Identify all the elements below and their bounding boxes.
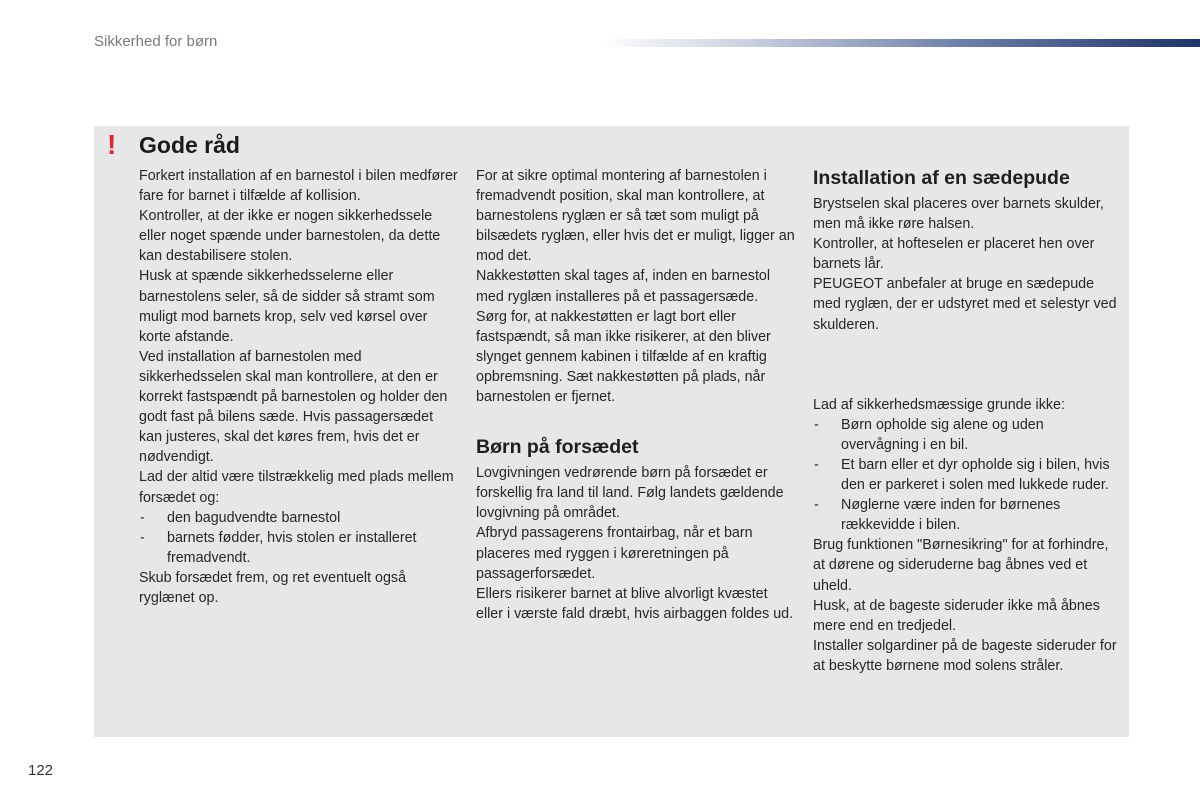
paragraph: Brystselen skal placeres over barnets skulder, men må ikke røre halsen. <box>813 196 1104 233</box>
paragraph: Kontroller, at hofteselen er placeret hen over barnets lår. <box>813 236 1095 273</box>
list-item-text: den bagudvendte barnestol <box>167 509 341 526</box>
paragraph: Husk at spænde sikkerhedsselerne eller barnestolens seler, så de sidder så stramt som muligt mod barnets krop, selv ved kørsel over korte afstande. <box>139 268 435 345</box>
section-heading-front-seat: Børn på forsædet <box>476 436 639 459</box>
list-item-text: Nøglerne være inden for børnenes rækkevidde i bilen. <box>841 497 1061 534</box>
list-item-text: Børn opholde sig alene og uden overvågning i en bil. <box>841 416 1044 453</box>
paragraph: Brug funktionen "Børnesikring" for at forhindre, at dørene og sideruderne bag åbnes ved et uheld. <box>813 537 1109 594</box>
paragraph: Ellers risikerer barnet at blive alvorligt kvæstet eller i værste fald dræbt, hvis airbaggen foldes ud. <box>476 585 794 622</box>
paragraph: Kontroller, at der ikke er nogen sikkerhedssele eller noget spænde under barnestolen, da dette kan destabilisere stolen. <box>139 208 441 265</box>
paragraph: PEUGEOT anbefaler at bruge en sædepude med ryglæn, der er udstyret med et selestyr ved skulderen. <box>813 276 1117 333</box>
column-3 <box>813 164 1123 676</box>
list-item <box>139 508 459 528</box>
paragraph: Forkert installation af en barnestol i bilen medfører fare for barnet i tilfælde af kollision. <box>139 168 458 205</box>
page-number: 122 <box>28 762 54 779</box>
list-item <box>813 415 1123 455</box>
list-item-text: barnets fødder, hvis stolen er installeret fremadvendt. <box>167 529 417 566</box>
list-marker: - <box>140 529 145 546</box>
section-heading-booster-seat: Installation af en sædepude <box>813 167 1070 189</box>
paragraph: Lad der altid være tilstrækkelig med plads mellem forsædet og: <box>139 469 454 506</box>
header-gradient-bar <box>600 39 1200 47</box>
paragraph: Ved installation af barnestolen med sikkerhedsselen skal man kontrollere, at den er korrekt fastspændt på barnestolen og holder den godt fast på bilens sæde. Hvis passagersædet kan justeres, skal det køres frem, hvis det er nødvendigt. <box>139 348 448 466</box>
list-item-text: Et barn eller et dyr opholde sig i bilen, hvis den er parkeret i solen med lukkede ruder. <box>841 456 1110 494</box>
list-item <box>813 455 1123 495</box>
paragraph: For at sikre optimal montering af barnestolen i fremadvendt position, skal man kontrollere, at barnestolens ryglæn er så tæt som muligt på bilsædets ryglæn, eller hvis det er muligt, ligger an mod det. <box>476 168 795 265</box>
paragraph: Afbryd passagerens frontairbag, når et barn placeres med ryggen i køreretningen på passagerforsædet. <box>476 525 753 582</box>
spacer <box>813 335 1123 395</box>
list-item <box>139 528 459 568</box>
column-2 <box>476 166 796 624</box>
paragraph: Lad af sikkerhedsmæssige grunde ikke: <box>813 396 1065 413</box>
paragraph: Skub forsædet frem, og ret eventuelt også ryglænet op. <box>139 569 407 606</box>
list-item <box>813 495 1123 535</box>
paragraph: Lovgivningen vedrørende børn på forsædet er forskellig fra land til land. Følg landets gældende lovgivning på området. <box>476 465 784 522</box>
list-marker: - <box>814 456 819 473</box>
section-title: Sikkerhed for børn <box>94 33 218 50</box>
exclamation-icon: ! <box>107 129 117 160</box>
list-marker: - <box>140 509 145 526</box>
paragraph: Husk, at de bageste sideruder ikke må åbnes mere end en tredjedel. <box>813 597 1100 634</box>
paragraph: Nakkestøtten skal tages af, inden en barnestol med ryglæn installeres på et passagersæde. <box>476 268 771 305</box>
column-1 <box>139 166 459 608</box>
list-marker: - <box>814 497 819 514</box>
list-marker: - <box>814 416 819 433</box>
paragraph: Installer solgardiner på de bageste sideruder for at beskytte børnene mod solens stråler. <box>813 637 1117 674</box>
paragraph: Sørg for, at nakkestøtten er lagt bort eller fastspændt, så man ikke risikerer, at den bliver slynget gennem kabinen i tilfælde af en kraftig opbremsning. Sæt nakkestøtten på plads, når barnestolen er fjernet. <box>476 308 771 406</box>
panel-title: Gode råd <box>139 132 240 158</box>
